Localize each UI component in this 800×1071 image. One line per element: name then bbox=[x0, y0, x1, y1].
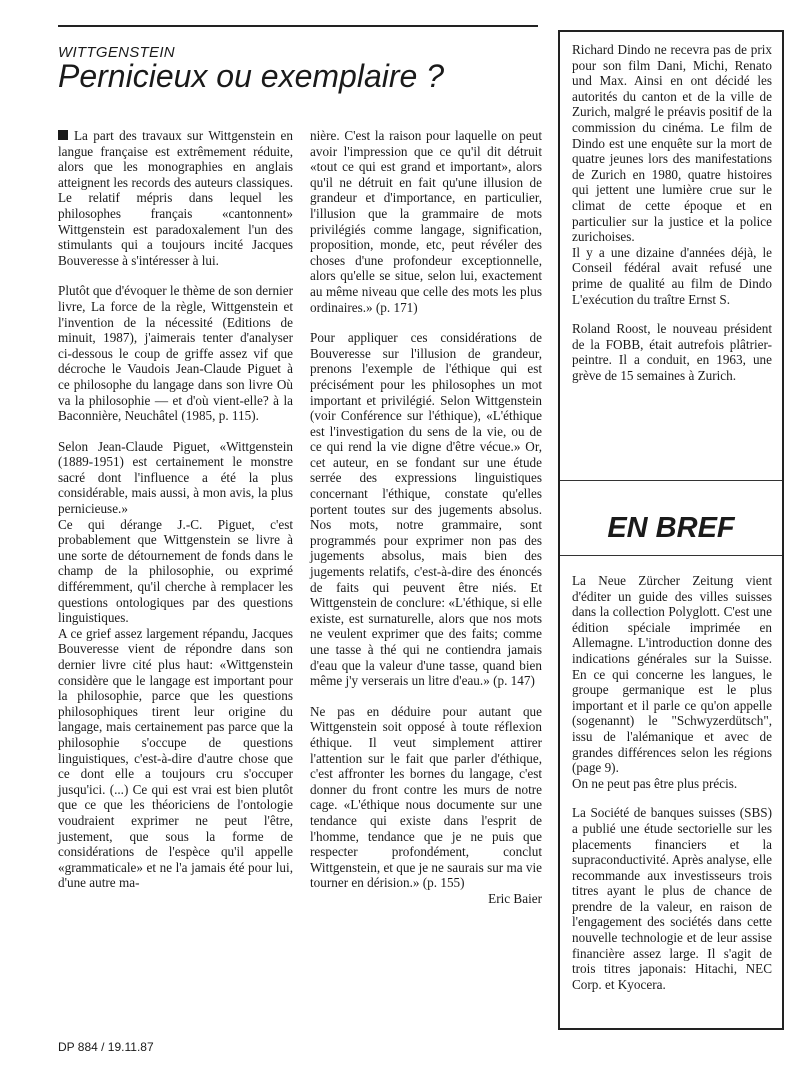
sidebar-divider bbox=[560, 555, 782, 556]
article-paragraph: Ce qui dérange J.-C. Piguet, c'est probablement que Wittgenstein se livre à une sorte de détournement de fonds dans le champ de la philosophie, ou exprimé différemment, qu'il cherche à remplacer les questions ontologiques par des questions linguistiques. bbox=[58, 516, 293, 626]
sidebar-paragraph: Il y a une dizaine d'années déjà, le Conseil fédéral avait refusé une prime de qualité au film de Dindo L'exécution du traître Ernst S. bbox=[572, 244, 772, 307]
article-paragraph: Ne pas en déduire pour autant que Wittgenstein soit opposé à toute réflexion éthique. Il veut simplement attirer l'attention sur le fait que parler d'éthique, c'est affronter les bornes du langage, c'est donner du front contre les murs de notre cage. «L'éthique nous documente sur une tendance qui existe dans l'esprit de l'homme, tendance que je ne puis que respecter profondément, conclut Wittgenstein, et que je ne saurais sur ma vie tourner en dérision.» (p. 155) bbox=[310, 703, 543, 891]
bullet-square-icon bbox=[58, 130, 68, 140]
sidebar-paragraph: La Société de banques suisses (SBS) a publié une étude sectorielle sur les placements financiers et la supraconductivité. Après analyse, elle recommande aux investisseurs trois titres ayant le plus de chance de prendre de la valeur, en raison de l'engagement des sociétés dans cette nouvelle technologie et de leur assise financière assez large. Il s'agit de trois titres japonais: Hitachi, NEC Corp. et Kyocera. bbox=[572, 805, 772, 992]
article-kicker: WITTGENSTEIN bbox=[58, 44, 175, 61]
top-rule bbox=[58, 25, 538, 27]
article-column-2 bbox=[310, 128, 542, 922]
sidebar-paragraph: Richard Dindo ne recevra pas de prix pour son film Dani, Michi, Renato und Max. Ainsi en ont décidé les autorités du canton et de la ville de Zurich, malgré le préavis positif de la commission du cinéma. Le film de Dindo est une enquête sur la mort de quatre jeunes lors des manifestations de Zurich en 1980, quatre histoires qui jettent une lumière crue sur le climat de cette époque et en particulier sur la justice et la police zurichoises. bbox=[572, 42, 772, 245]
sidebar-brief-section bbox=[572, 573, 772, 1006]
sidebar-top-section bbox=[572, 42, 772, 397]
sidebar-paragraph: On ne peut pas être plus précis. bbox=[572, 775, 738, 791]
article-paragraph: Pour appliquer ces considérations de Bouveresse sur l'illusion de grandeur, prenons l'exemple de l'éthique qui est précisément pour les philosophes un mot important et privilégié. Selon Wittgenstein (voir Conférence sur l'éthique), «L'éthique est l'investigation du sens de la vie, ou de ce qui rend la vie digne d'être vécue.» Or, cet auteur, en se fondant sur une étude serrée des expressions linguistiques concernant l'éthique, constate qu'elles portent toutes sur des jugements absolus. Nos mots, notre grammaire, sont programmés pour exprimer non pas des jugements absolus, mais bien des jugements relatifs, c'est-à-dire des énoncés de faits qui peuvent être niés. Et Wittgenstein de conclure: «L'éthique, si elle existe, est surnaturelle, alors que nos mots ne veulent exprimer que des faits; comme une tasse à thé qui ne contiendra jamais d'eau que la valeur d'une tasse, quand bien même j'y verserais un litre d'eau.» (p. 147) bbox=[310, 330, 542, 689]
article-paragraph: La part des travaux sur Wittgenstein en langue française est extrêmement réduite, alors que les monographies en anglais atteignent les records des auteurs classiques. Le relatif mépris dans lequel les philosophes français «cantonnent» Wittgenstein est paradoxalement l'un des stimulants qui a toujours incité Jacques Bouveresse à s'intéresser à lui. bbox=[58, 128, 293, 268]
sidebar-paragraph: La Neue Zürcher Zeitung vient d'éditer un guide des villes suisses dans la collection Polyglott. C'est une édition spéciale imprimée en Allemagne. L'introduction donne des indications générales sur la Suisse. En ce qui concerne les langues, le groupe germanique est le plus important et il parle ce qu'on appelle (sogenannt) le "Schwyzerdütsch", issu de l'alémanique et avec de grandes différences selon les régions (page 9). bbox=[572, 573, 772, 776]
article-paragraph: Plutôt que d'évoquer le thème de son dernier livre, La force de la règle, Wittgenstein et l'invention de la nécessité (Editions de minuit, 1987), j'aimerais tenter d'analyser ci-dessous le coup de griffe assez vif que décroche le Vaudois Jean-Claude Piguet à ce philosophe du langage dans son livre Où va la philosophie — et d'où vient-elle? à la Baconnière, Neuchâtel (1985, p. 115). bbox=[58, 283, 293, 424]
sidebar-divider bbox=[560, 480, 782, 481]
article-paragraph: nière. C'est la raison pour laquelle on peut avoir l'impression que ce qu'il dit détruit «tout ce qui est grand et important», alors qu'il ne détruit en fait qu'une illusion de grandeur et d'importance, en particulier, l'illusion que la grammaire de mots privilégiés comme langage, signification, proposition, monde, etc, peut révéler des choses d'une profondeur exceptionnelle, alors qu'elle se situe, selon lui, exactement au même niveau que celle des mots les plus ordinaires.» (p. 171) bbox=[310, 128, 542, 315]
article-title: Pernicieux ou exemplaire ? bbox=[58, 58, 444, 94]
article-paragraph: Selon Jean-Claude Piguet, «Wittgenstein (1889-1951) est certainement le monstre sacré dont l'influence a été la plus considérable, mais aussi, à mon avis, la plus pernicieuse.» bbox=[58, 438, 293, 517]
issue-footer: DP 884 / 19.11.87 bbox=[58, 1040, 154, 1054]
sidebar-box bbox=[558, 30, 784, 1030]
article-signature: Eric Baier bbox=[488, 890, 542, 906]
sidebar-paragraph: Roland Roost, le nouveau président de la FOBB, était autrefois plâtrier-peintre. Il a conduit, en 1963, une grève de 15 semaines à Zurich. bbox=[572, 321, 772, 383]
article-paragraph: A ce grief assez largement répandu, Jacques Bouveresse vient de répondre dans son dernier livre cité plus haut: «Wittgenstein considère que le langage est important pour la philosophie, parce que les questions philosophiques tirent leur origine du langage, mais certainement pas parce que la philosophie s'occupe de questions linguistiques, c'est-à-dire d'autre chose que ce dont elle a toujours cru s'occuper jusqu'ici. (...) Ce qui est vrai est bien plutôt que ce que les théoriciens de l'ontologie voudraient exprimer ne peut l'être, justement, que sous la forme de considérations de l'espèce qu'il appelle «grammaticale» et ne l'a jamais été pour lui, d'une autre ma- bbox=[58, 625, 293, 891]
en-bref-heading: EN BREF bbox=[607, 512, 735, 544]
article-column-1 bbox=[58, 128, 293, 906]
